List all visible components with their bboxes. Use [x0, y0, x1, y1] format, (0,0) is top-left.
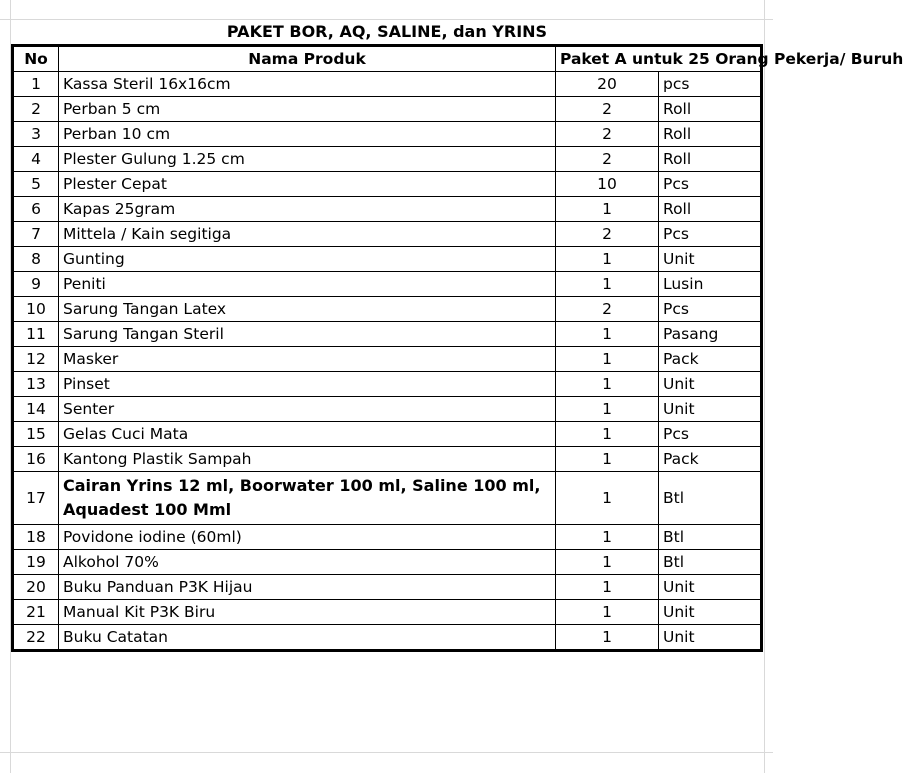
unit-cell[interactable]: pcs: [659, 72, 762, 97]
unit-cell[interactable]: Pcs: [659, 222, 762, 247]
table-row: [13, 347, 762, 372]
table-header-row: [13, 46, 762, 72]
quantity-cell[interactable]: 1: [556, 550, 659, 575]
quantity-cell[interactable]: 20: [556, 72, 659, 97]
quantity-cell[interactable]: 1: [556, 197, 659, 222]
quantity-cell[interactable]: 10: [556, 172, 659, 197]
product-name-cell[interactable]: Plester Cepat: [59, 172, 556, 197]
quantity-cell[interactable]: 2: [556, 222, 659, 247]
table-row: [13, 525, 762, 550]
product-name-cell[interactable]: Alkohol 70%: [59, 550, 556, 575]
quantity-cell[interactable]: 1: [556, 422, 659, 447]
unit-cell[interactable]: Pack: [659, 447, 762, 472]
table-row: [13, 397, 762, 422]
product-name-cell[interactable]: Povidone iodine (60ml): [59, 525, 556, 550]
quantity-cell[interactable]: 2: [556, 97, 659, 122]
row-number[interactable]: 13: [13, 372, 59, 397]
unit-cell[interactable]: Unit: [659, 575, 762, 600]
table-row: [13, 575, 762, 600]
quantity-cell[interactable]: 2: [556, 297, 659, 322]
table-row: [13, 197, 762, 222]
table-row: [13, 322, 762, 347]
row-number[interactable]: 6: [13, 197, 59, 222]
table-row: [13, 72, 762, 97]
table-row: [13, 550, 762, 575]
row-number[interactable]: 19: [13, 550, 59, 575]
row-number[interactable]: 18: [13, 525, 59, 550]
product-name-cell[interactable]: Gelas Cuci Mata: [59, 422, 556, 447]
unit-cell[interactable]: Unit: [659, 247, 762, 272]
quantity-cell[interactable]: 1: [556, 347, 659, 372]
row-number[interactable]: 1: [13, 72, 59, 97]
product-name-cell[interactable]: Perban 5 cm: [59, 97, 556, 122]
product-name-cell[interactable]: Kassa Steril 16x16cm: [59, 72, 556, 97]
product-name-cell[interactable]: Kantong Plastik Sampah: [59, 447, 556, 472]
unit-cell[interactable]: Btl: [659, 525, 762, 550]
unit-cell[interactable]: Roll: [659, 97, 762, 122]
table-row: [13, 297, 762, 322]
product-name-cell[interactable]: Manual Kit P3K Biru: [59, 600, 556, 625]
row-number[interactable]: 10: [13, 297, 59, 322]
quantity-cell[interactable]: 1: [556, 575, 659, 600]
product-name-cell[interactable]: Gunting: [59, 247, 556, 272]
product-name-cell[interactable]: Cairan Yrins 12 ml, Boorwater 100 ml, Saline 100 ml, Aquadest 100 Mml: [59, 472, 556, 525]
table-row: [13, 600, 762, 625]
unit-cell[interactable]: Roll: [659, 147, 762, 172]
row-number[interactable]: 22: [13, 625, 59, 651]
product-name-cell[interactable]: Buku Catatan: [59, 625, 556, 651]
row-number[interactable]: 14: [13, 397, 59, 422]
quantity-cell[interactable]: 1: [556, 600, 659, 625]
product-name-cell[interactable]: Mittela / Kain segitiga: [59, 222, 556, 247]
grid-line: [764, 0, 765, 773]
table-row: [13, 422, 762, 447]
product-name-cell[interactable]: Pinset: [59, 372, 556, 397]
quantity-cell[interactable]: 1: [556, 472, 659, 525]
header-paket[interactable]: Paket A untuk 25 Orang Pekerja/ Buruh: [556, 46, 762, 72]
table-row: [13, 472, 762, 525]
product-name-cell[interactable]: Buku Panduan P3K Hijau: [59, 575, 556, 600]
table-row: [13, 122, 762, 147]
quantity-cell[interactable]: 1: [556, 397, 659, 422]
row-number[interactable]: 9: [13, 272, 59, 297]
table-row: [13, 272, 762, 297]
unit-cell[interactable]: Pcs: [659, 422, 762, 447]
row-number[interactable]: 7: [13, 222, 59, 247]
unit-cell[interactable]: Pack: [659, 347, 762, 372]
row-number[interactable]: 17: [13, 472, 59, 525]
unit-cell[interactable]: Unit: [659, 372, 762, 397]
quantity-cell[interactable]: 1: [556, 525, 659, 550]
product-name-cell[interactable]: Peniti: [59, 272, 556, 297]
unit-cell[interactable]: Unit: [659, 600, 762, 625]
row-number[interactable]: 16: [13, 447, 59, 472]
product-name-cell[interactable]: Plester Gulung 1.25 cm: [59, 147, 556, 172]
table-title[interactable]: PAKET BOR, AQ, SALINE, dan YRINS: [226, 22, 548, 41]
row-number[interactable]: 2: [13, 97, 59, 122]
row-number[interactable]: 11: [13, 322, 59, 347]
product-name-cell[interactable]: Sarung Tangan Steril: [59, 322, 556, 347]
row-number[interactable]: 20: [13, 575, 59, 600]
quantity-cell[interactable]: 1: [556, 625, 659, 651]
grid-line: [0, 752, 773, 753]
table-row: [13, 247, 762, 272]
unit-cell[interactable]: Lusin: [659, 272, 762, 297]
row-number[interactable]: 12: [13, 347, 59, 372]
product-name-cell[interactable]: Sarung Tangan Latex: [59, 297, 556, 322]
unit-cell[interactable]: Roll: [659, 197, 762, 222]
row-number[interactable]: 3: [13, 122, 59, 147]
unit-cell[interactable]: Btl: [659, 550, 762, 575]
unit-cell[interactable]: Unit: [659, 397, 762, 422]
unit-cell[interactable]: Unit: [659, 625, 762, 651]
unit-cell[interactable]: Btl: [659, 472, 762, 525]
table-row: [13, 97, 762, 122]
unit-cell[interactable]: Pasang: [659, 322, 762, 347]
row-number[interactable]: 8: [13, 247, 59, 272]
table-row: [13, 222, 762, 247]
product-name-cell[interactable]: Senter: [59, 397, 556, 422]
row-number[interactable]: 4: [13, 147, 59, 172]
header-no[interactable]: No: [13, 46, 59, 72]
product-name-cell[interactable]: Masker: [59, 347, 556, 372]
quantity-cell[interactable]: 2: [556, 122, 659, 147]
header-nama-produk[interactable]: Nama Produk: [59, 46, 556, 72]
product-name-cell[interactable]: Kapas 25gram: [59, 197, 556, 222]
unit-cell[interactable]: Pcs: [659, 297, 762, 322]
row-number[interactable]: 5: [13, 172, 59, 197]
unit-cell[interactable]: Roll: [659, 122, 762, 147]
table-row: [13, 147, 762, 172]
row-number[interactable]: 15: [13, 422, 59, 447]
table-row: [13, 372, 762, 397]
product-name-cell[interactable]: Perban 10 cm: [59, 122, 556, 147]
quantity-cell[interactable]: 1: [556, 272, 659, 297]
table-row: [13, 447, 762, 472]
quantity-cell[interactable]: 1: [556, 247, 659, 272]
table-row: [13, 172, 762, 197]
quantity-cell[interactable]: 2: [556, 147, 659, 172]
quantity-cell[interactable]: 1: [556, 322, 659, 347]
quantity-cell[interactable]: 1: [556, 447, 659, 472]
quantity-cell[interactable]: 1: [556, 372, 659, 397]
unit-cell[interactable]: Pcs: [659, 172, 762, 197]
table-body: [13, 72, 762, 651]
table-row: [13, 625, 762, 651]
product-table: [11, 44, 903, 652]
row-number[interactable]: 21: [13, 600, 59, 625]
